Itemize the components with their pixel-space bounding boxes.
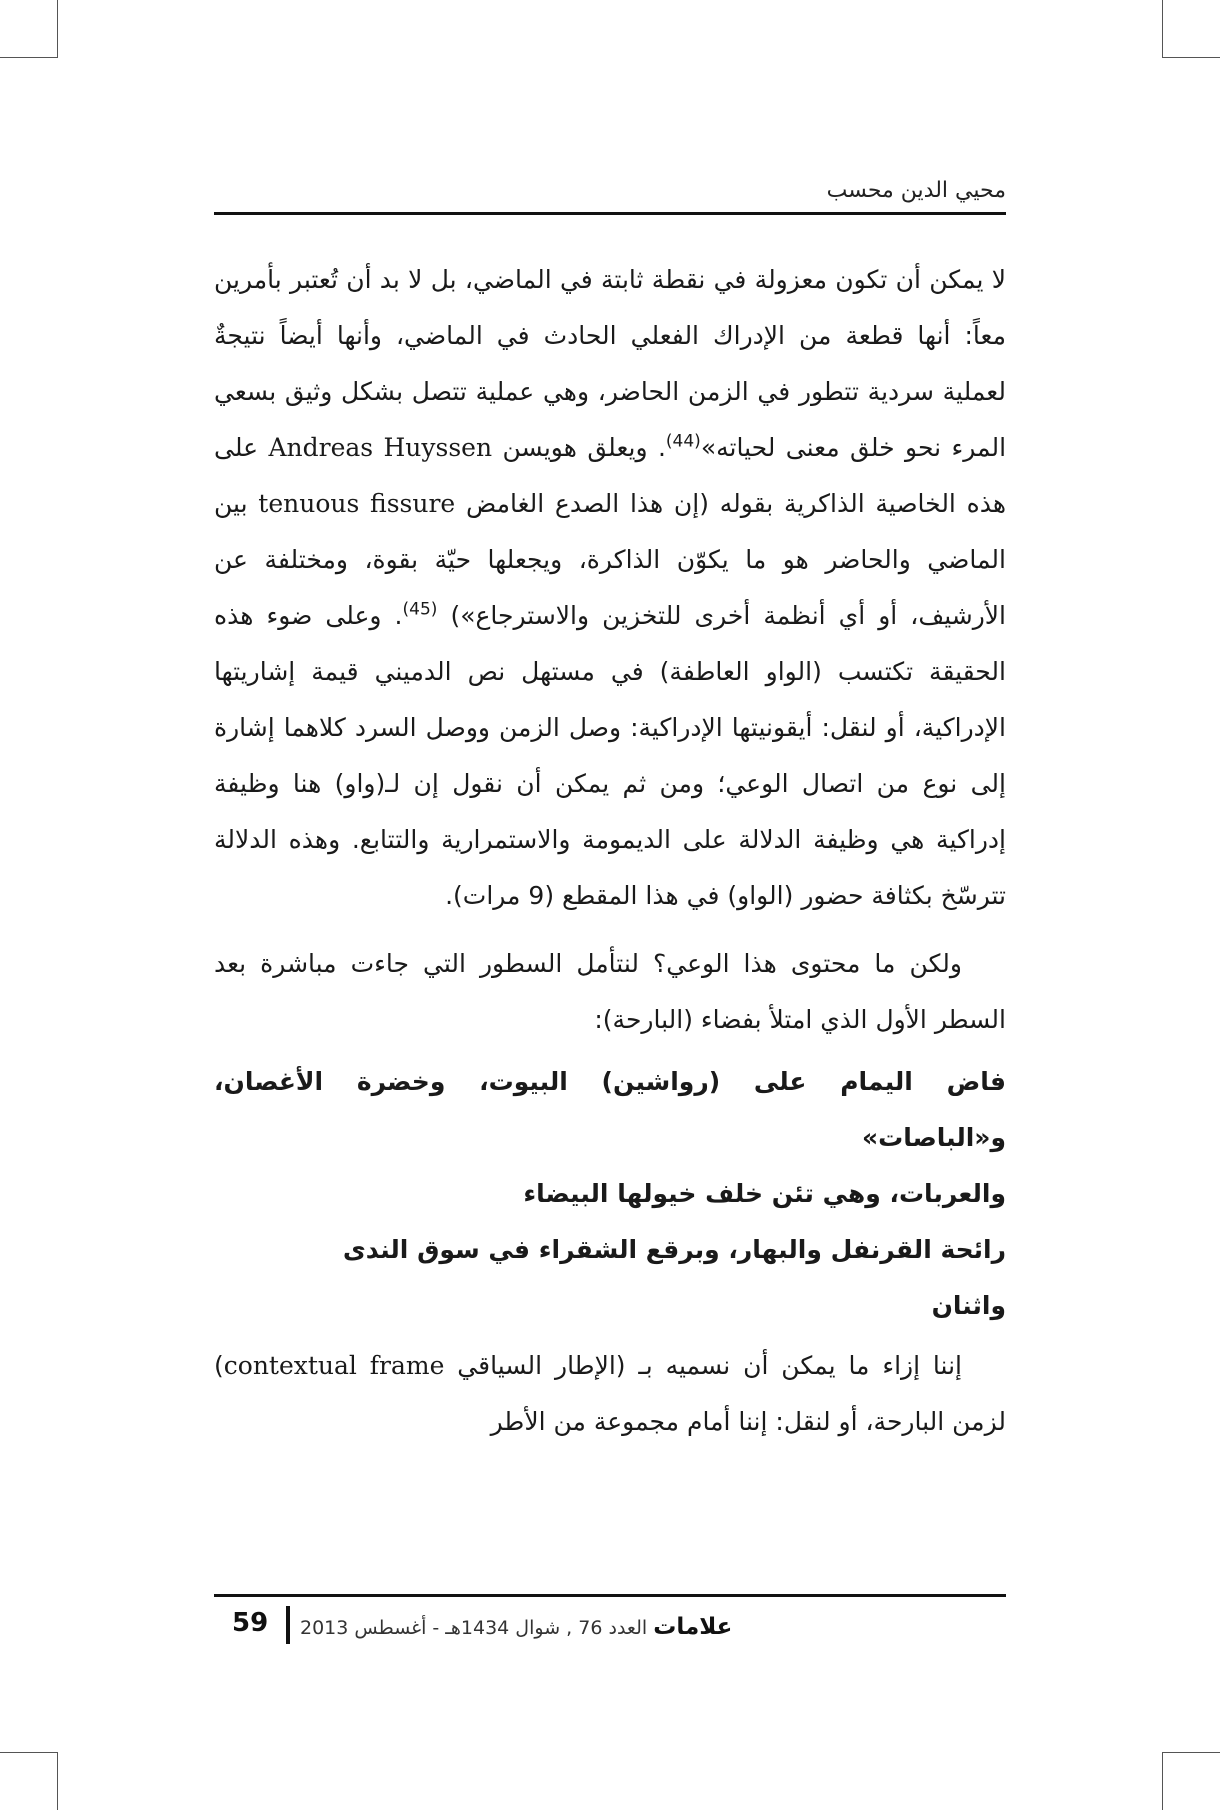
crop-mark	[1162, 1752, 1220, 1753]
paragraph-3-text: ) لزمن البارحة، أو لنقل: إننا أمام مجموعة من الأطر	[214, 1351, 1006, 1436]
footnote-ref-44: (44)	[665, 431, 701, 452]
footer-divider	[286, 1606, 290, 1644]
crop-mark	[0, 57, 58, 58]
poem-line: فاض اليمام على (رواشين) البيوت، وخضرة الأغصان، و«الباصات»	[214, 1067, 1006, 1152]
paragraph-1-text: لا يمكن أن تكون معزولة في نقطة ثابتة في الماضي، بل لا بد أن تُعتبر بأمرين معاً: أنها قطعة من الإدراك الفعلي الحادث في الماضي، وأنها أيضاً نتيجةٌ لعملية سردية تتطور في الزمن الحاضر، وهي عملية تتصل بشكل وثيق بسعي المرء نحو خلق معنى لحياته»	[214, 265, 1007, 462]
issue-text: العدد 76 , شوال 1434هـ - أغسطس 2013	[300, 1617, 648, 1639]
page-number: 59	[232, 1608, 269, 1638]
article-body	[214, 252, 1006, 1450]
paragraph-1-text: على هذه الخاصية الذاكرية بقوله (إن هذا الصدع الغامض	[214, 433, 1007, 518]
crop-mark	[1162, 1752, 1163, 1810]
header-rule	[214, 212, 1006, 215]
paragraph-1-text: . ويعلق هويسن	[502, 433, 666, 462]
paragraph-1-text: بين الماضي والحاضر هو ما يكوّن الذاكرة، ويجعلها حيّة بقوة، ومختلفة عن الأرشيف، أو أي أنظمة أخرى للتخزين والاسترجاع»)	[214, 489, 1006, 630]
footer-rule	[214, 1594, 1006, 1597]
paragraph-1	[214, 252, 1006, 924]
paragraph-3	[214, 1338, 1006, 1450]
crop-mark	[1162, 0, 1163, 58]
page-footer	[214, 1606, 1006, 1650]
poem-line: رائحة القرنفل والبهار، وبرقع الشقراء في سوق الندى	[342, 1235, 1006, 1264]
author-name: محيي الدين محسب	[826, 178, 1006, 203]
footnote-ref-45: (45)	[402, 599, 438, 620]
latin-name: Andreas Huyssen	[268, 433, 493, 462]
latin-term: tenuous fissure	[258, 489, 456, 518]
paragraph-3-text: إننا إزاء ما يمكن أن نسميه بـ (الإطار السياقي	[457, 1351, 962, 1380]
poem-quote	[214, 1054, 1006, 1334]
latin-term: contextual frame	[223, 1351, 445, 1380]
running-header	[214, 178, 1006, 214]
poem-line: والعربات، وهي تئن خلف خيولها البيضاء	[523, 1179, 1006, 1208]
crop-mark	[1162, 57, 1220, 58]
journal-logo: علامات	[653, 1614, 733, 1640]
crop-mark	[0, 1752, 58, 1753]
paragraph-1-text: . وعلى ضوء هذه الحقيقة تكتسب (الواو العاطفة) في مستهل نص الدميني قيمة إشاريتها الإدراكية، أو لنقل: أيقونيتها الإدراكية: وصل الزمن ووصل السرد كلاهما إشارة إلى نوع من اتصال الوعي؛ ومن ثم يمكن أن نقول إن لـ(واو) هنا وظيفة إدراكية هي وظيفة الدلالة على الديمومة والاستمرارية والتتابع. وهذه الدلالة تترسّخ بكثافة حضور (الواو) في هذا المقطع (9 مرات).	[214, 601, 1006, 910]
issue-info	[300, 1614, 732, 1640]
poem-line: واثنان	[931, 1291, 1006, 1320]
crop-mark	[57, 1752, 58, 1810]
crop-mark	[57, 0, 58, 58]
paragraph-2: ولكن ما محتوى هذا الوعي؟ لنتأمل السطور التي جاءت مباشرة بعد السطر الأول الذي امتلأ بفضاء (البارحة):	[214, 949, 1006, 1034]
